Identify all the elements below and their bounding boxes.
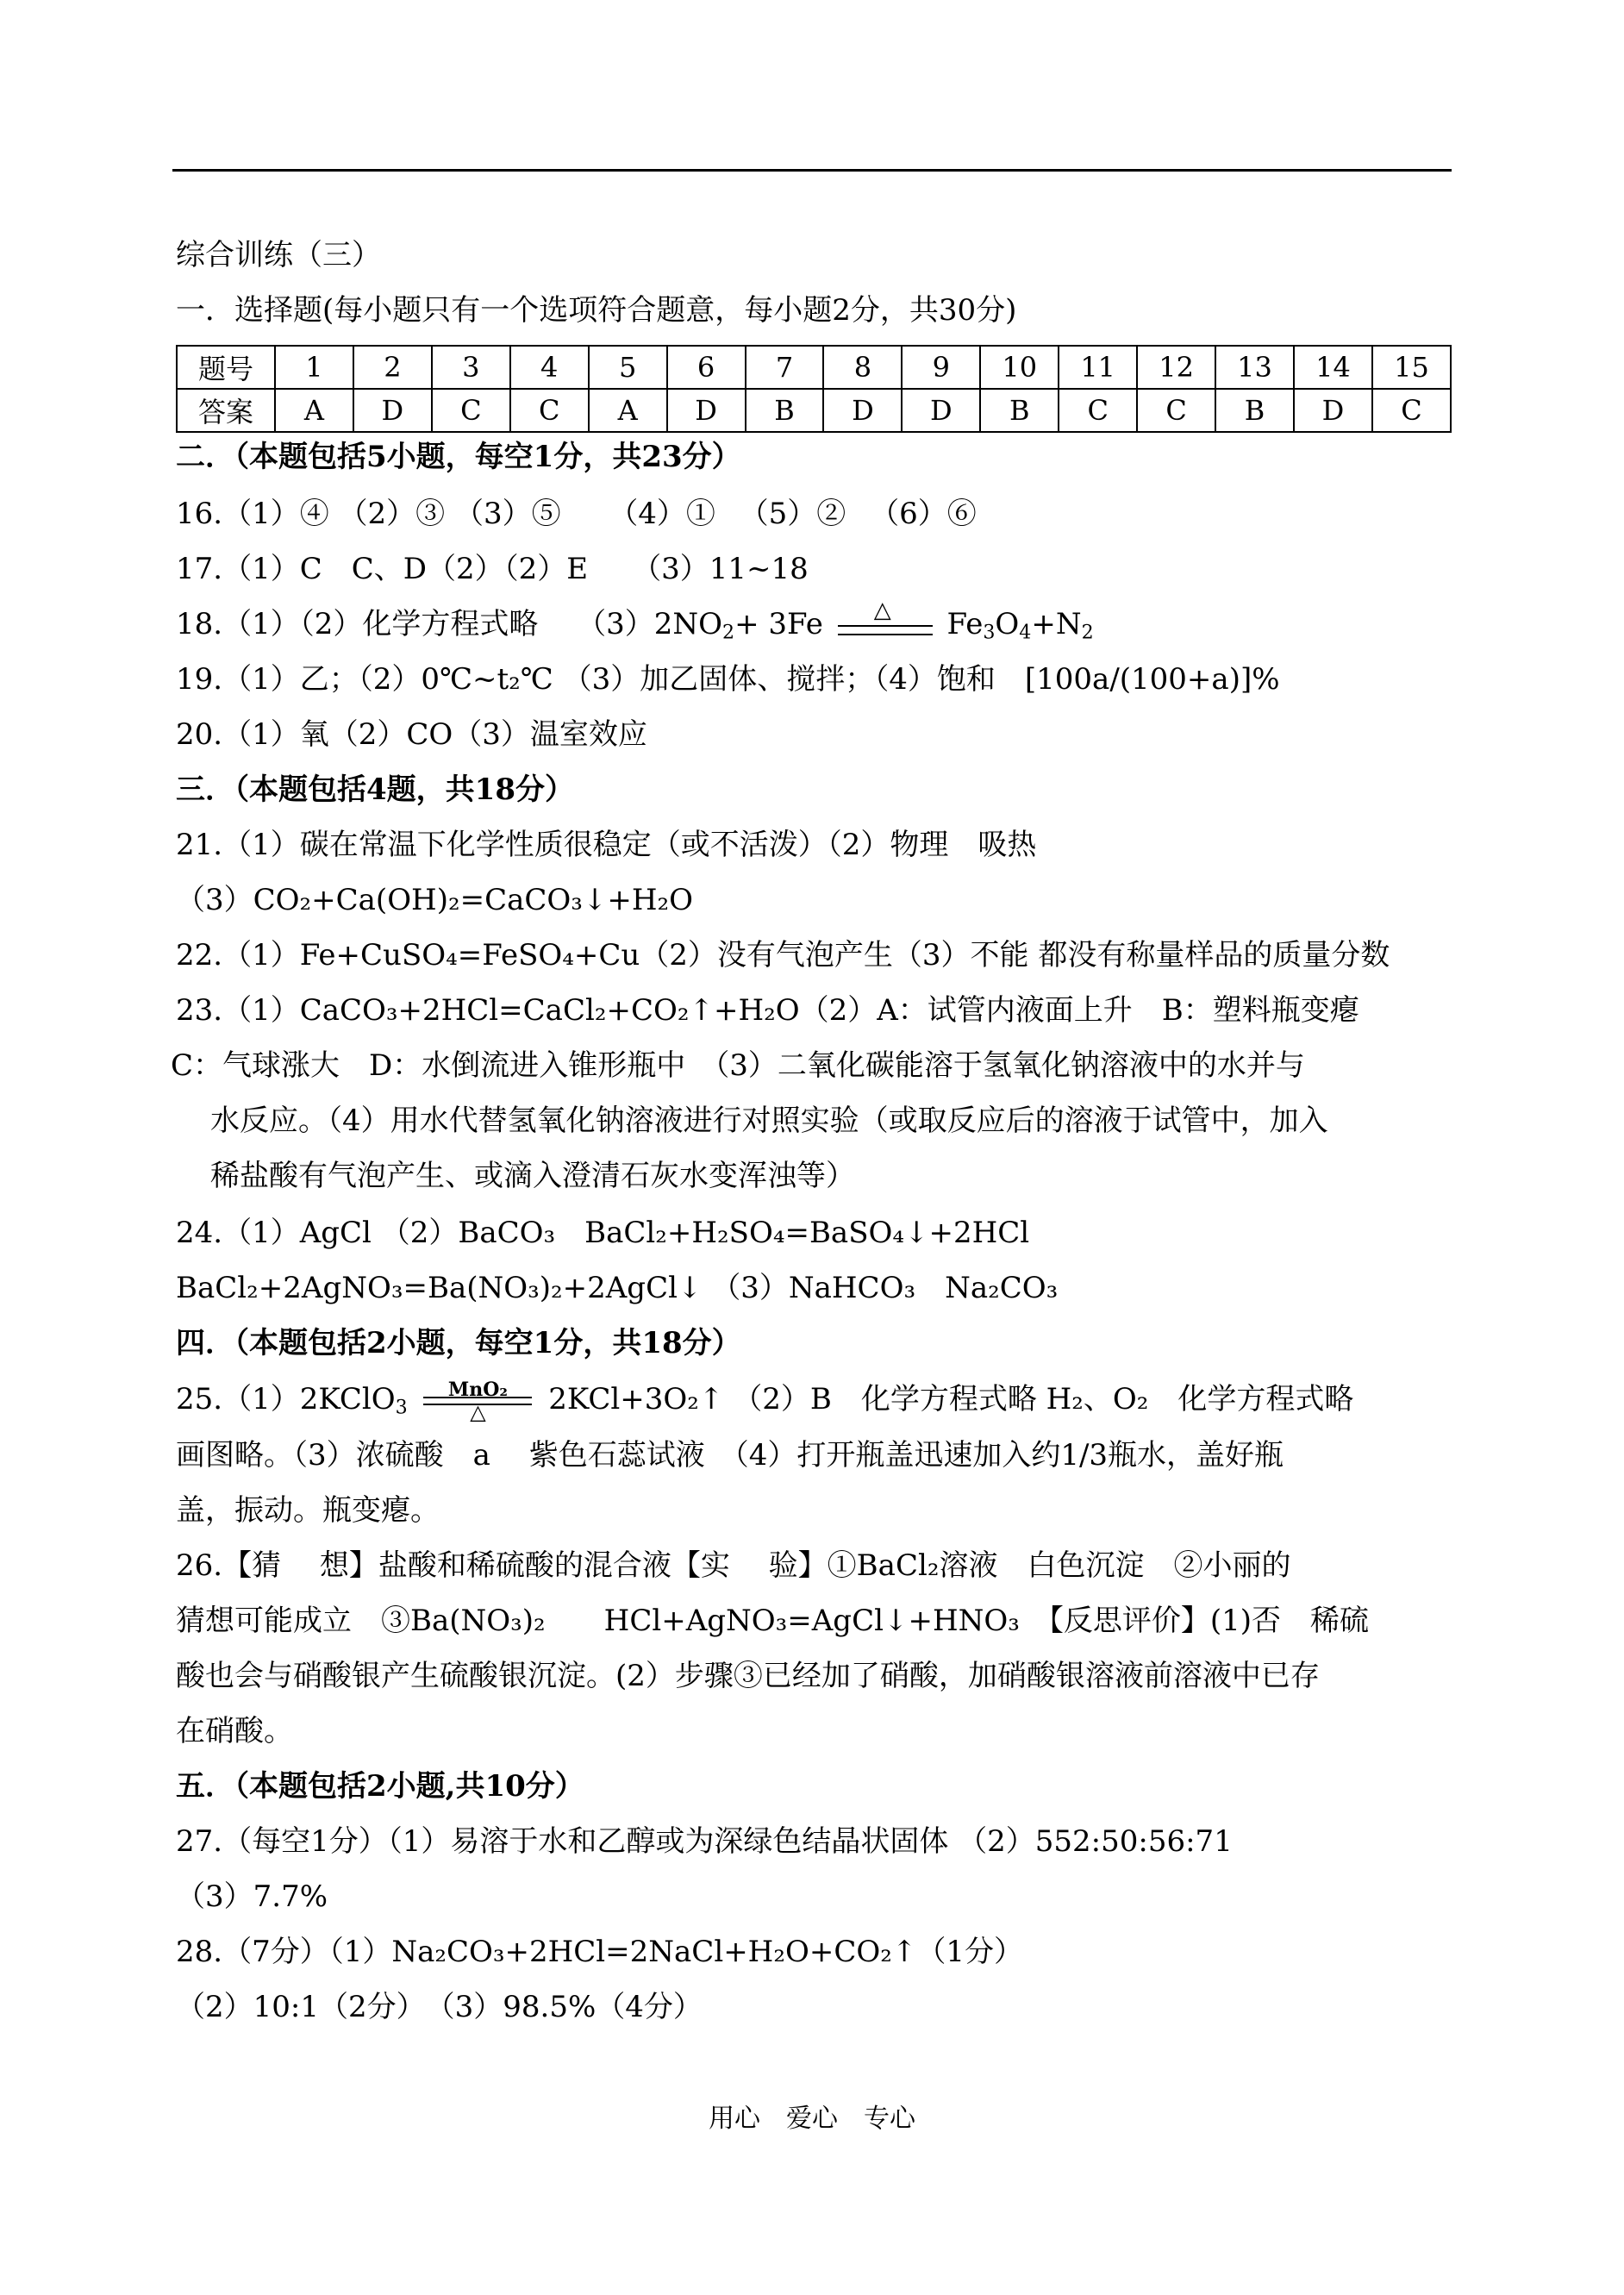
section-1-heading: 一．选择题(每小题只有一个选项符合题意，每小题2分，共30分) [176, 293, 1017, 328]
answer-line-18: 18.（1）（2）化学方程式略 $(3)2NO_2+ 3Fe$ △ $Fe_3O_4+N_2$ [176, 597, 1094, 644]
answer-line-24a: 24.（1）AgCl （2）BaCO₃ BaCl₂+H₂SO₄=BaSO₄↓+2HCl [176, 1216, 1030, 1250]
table-cell: B [980, 389, 1059, 432]
answer-line-25c: 盖，振动。瓶变瘪。 [176, 1493, 440, 1528]
table-cell: 5 [589, 346, 667, 389]
answer-18-plus-fe: + 3Fe [734, 607, 823, 641]
table-cell: D [823, 389, 902, 432]
table-cell: D [902, 389, 980, 432]
answer-line-19: 19.（1）乙；（2）0℃~t₂℃ （3）加乙固体、搅拌；（4）饱和 [100a/(100+a)]% [176, 662, 1280, 697]
table-cell: 3 [432, 346, 510, 389]
table-cell: A [589, 389, 667, 432]
answer-line-21a: 21.（1）碳在常温下化学性质很稳定（或不活泼）（2）物理 吸热 [176, 828, 1037, 862]
answer-line-21b: （3）CO₂+Ca(OH)₂=CaCO₃↓+H₂O [176, 883, 694, 917]
answer-line-23d: 稀盐酸有气泡产生、或滴入澄清石灰水变浑浊等） [210, 1159, 855, 1193]
table-cell: C [1137, 389, 1215, 432]
table-cell: 13 [1215, 346, 1294, 389]
table-cell: 6 [667, 346, 746, 389]
table-cell: D [667, 389, 746, 432]
answer-line-20: 20.（1）氧（2）CO（3）温室效应 [176, 717, 647, 752]
section-3-heading: 三．（本题包括4题，共18分） [176, 772, 574, 807]
answer-line-26a: 26.【猜 想】盐酸和稀硫酸的混合液【实 验】①BaCl₂溶液 白色沉淀 ②小丽的 [176, 1548, 1291, 1583]
page-footer: 用心 爱心 专心 [709, 2104, 915, 2134]
table-cell: 8 [823, 346, 902, 389]
answer-table [176, 345, 1452, 433]
table-cell: C [510, 389, 589, 432]
table-cell: B [746, 389, 824, 432]
table-row-answers [177, 389, 1451, 432]
answer-line-16: 16.（1）④ （2）③ （3）⑤ （4）① （5）② （6）⑥ [176, 497, 977, 531]
table-cell: 14 [1294, 346, 1372, 389]
table-cell: 7 [746, 346, 824, 389]
answer-line-23c: 水反应。（4）用水代替氢氧化钠溶液进行对照实验（或取反应后的溶液于试管中，加入 [210, 1104, 1328, 1138]
table-cell: 12 [1137, 346, 1215, 389]
answer-line-26b: 猜想可能成立 ③Ba(NO₃)₂ HCl+AgNO₃=AgCl↓+HNO₃ 【反思评价】(1)否 稀硫 [176, 1604, 1370, 1638]
table-cell: 2 [353, 346, 432, 389]
table-cell: 4 [510, 346, 589, 389]
table-cell: 11 [1059, 346, 1137, 389]
table-cell: C [1372, 389, 1451, 432]
section-2-heading: 二．（本题包括5小题，每空1分，共23分） [176, 440, 741, 474]
section-4-heading: 四．（本题包括2小题，每空1分，共18分） [176, 1326, 741, 1360]
answer-line-25b: 画图略。（3）浓硫酸 a 紫色石蕊试液 （4）打开瓶盖迅速加入约1/3瓶水，盖好瓶 [176, 1438, 1284, 1473]
table-cell: 15 [1372, 346, 1451, 389]
heat-symbol: △ [873, 597, 891, 623]
answer-line-26c: 酸也会与硝酸银产生硫酸银沉淀。(2）步骤③已经加了硝酸，加硝酸银溶液前溶液中已存 [176, 1659, 1320, 1693]
section-5-heading: 五．（本题包括2小题,共10分） [176, 1769, 584, 1804]
answer-line-23b: C：气球涨大 D：水倒流进入锥形瓶中 （3）二氧化碳能溶于氢氧化钠溶液中的水并与 [171, 1048, 1305, 1083]
answer-line-27b: （3）7.7% [176, 1879, 328, 1914]
table-cell: 9 [902, 346, 980, 389]
answer-line-28b: （2）10:1（2分） （3）98.5%（4分） [176, 1990, 703, 2024]
table-label-number: 题号 [177, 346, 275, 389]
answer-line-28a: 28.（7分）（1）Na₂CO₃+2HCl=2NaCl+H₂O+CO₂↑（1分） [176, 1935, 1023, 1969]
answer-line-26d: 在硝酸。 [176, 1714, 293, 1748]
table-cell: C [1059, 389, 1137, 432]
table-cell: 1 [275, 346, 353, 389]
table-cell: A [275, 389, 353, 432]
page-title: 综合训练（三） [176, 238, 381, 272]
answer-18-prefix: 18.（1）（2）化学方程式略 （3）2NO [176, 607, 723, 641]
answer-18-product-fe: Fe [946, 607, 984, 641]
answer-line-27a: 27.（每空1分）（1）易溶于水和乙醇或为深绿色结晶状固体 （2）552:50:56:71 [176, 1824, 1233, 1859]
answer-line-24b: BaCl₂+2AgNO₃=Ba(NO₃)₂+2AgCl↓ （3）NaHCO₃ Na₂CO₃ [176, 1271, 1059, 1305]
table-cell: C [432, 389, 510, 432]
answer-line-23a: 23.（1）CaCO₃+2HCl=CaCl₂+CO₂↑+H₂O（2）A：试管内液面上升 B：塑料瓶变瘪 [176, 993, 1359, 1028]
table-row-numbers [177, 346, 1451, 389]
reaction-condition-catalyst: MnO₂ △ [423, 1379, 532, 1417]
answer-line-25a: 25.（1）2KClO$_3$ MnO₂ △ 2KCl+3O₂↑ （2）B 化学方程式略 H₂、O₂ 化学方程式略 [176, 1379, 1354, 1424]
answer-line-17: 17.（1）C C、D（2）（2）E （3）11~18 [176, 552, 809, 586]
table-cell: 10 [980, 346, 1059, 389]
answer-line-22: 22.（1）Fe+CuSO₄=FeSO₄+Cu（2）没有气泡产生（3）不能 都没有称量样品的质量分数 [176, 938, 1390, 972]
header-rule [172, 169, 1452, 172]
reaction-condition-heat [838, 597, 933, 641]
table-cell: D [1294, 389, 1372, 432]
table-cell: D [353, 389, 432, 432]
table-cell: B [1215, 389, 1294, 432]
table-label-answer: 答案 [177, 389, 275, 432]
